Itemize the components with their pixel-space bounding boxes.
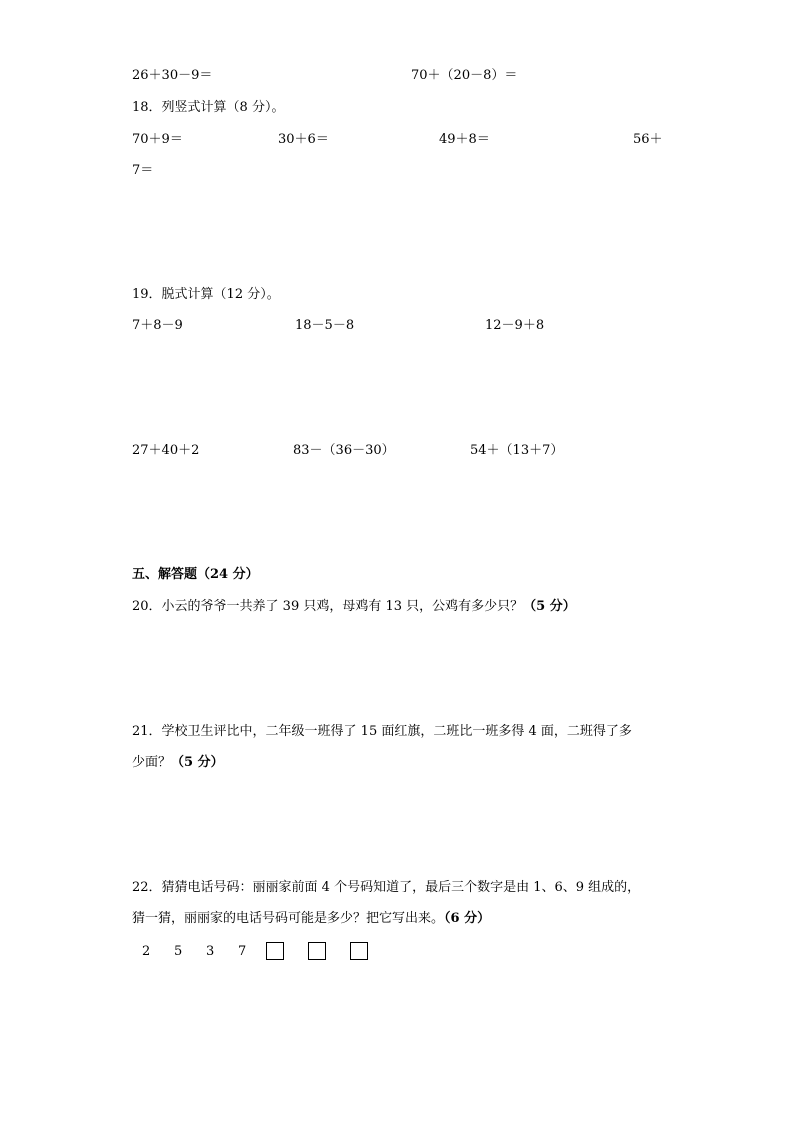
q21-line-2: [132, 755, 224, 771]
q21-question-end: 少面？: [132, 755, 172, 770]
q19-row1-item-3: 12－9＋8: [485, 318, 545, 333]
q18-item-4: 56＋: [633, 132, 663, 147]
q18-item-2: 30＋6＝: [278, 132, 329, 147]
section-heading: 五、解答题（24 分）: [132, 567, 259, 582]
answer-box[interactable]: [266, 942, 284, 960]
q19-row2-item-3: 54＋（13＋7）: [470, 443, 564, 458]
q21-line-1: 21．学校卫生评比中，二年级一班得了 15 面红旗，二班比一班多得 4 面，二班得了多: [132, 724, 632, 739]
phone-digit: 5: [174, 944, 183, 959]
q21-points: （5 分）: [171, 755, 224, 770]
answer-box[interactable]: [350, 942, 368, 960]
phone-digit: 3: [206, 944, 215, 959]
q20-question: 20．小云的爷爷一共养了 39 只鸡，母鸡有 13 只，公鸡有多少只？: [132, 599, 524, 614]
q22-line-1: 22．猜猜电话号码：丽丽家前面 4 个号码知道了，最后三个数字是由 1、6、9 组成的，: [132, 880, 641, 895]
q18-item-1: 70＋9＝: [132, 132, 183, 147]
q18-title: 18．列竖式计算（8 分）。: [132, 100, 285, 115]
answer-box[interactable]: [308, 942, 326, 960]
phone-digit: 7: [238, 944, 247, 959]
calc-expr-70-paren: 70＋（20－8）＝: [411, 68, 518, 83]
q22-line-2: [132, 911, 490, 927]
q19-row2-item-2: 83－（36－30）: [293, 443, 395, 458]
q20-points: （5 分）: [523, 599, 576, 614]
phone-digit: 2: [142, 944, 151, 959]
q22-points: （6 分）: [444, 911, 491, 926]
q19-row1-item-2: 18－5－8: [295, 318, 355, 333]
calc-expr-26-30-9: 26＋30－9＝: [132, 68, 213, 83]
q19-row1-item-1: 7＋8－9: [132, 318, 183, 333]
q20-text: [132, 599, 576, 615]
q18-item-4-wrap: 7＝: [132, 163, 154, 178]
q19-title: 19．脱式计算（12 分）。: [132, 287, 280, 302]
q19-row2-item-1: 27＋40＋2: [132, 443, 200, 458]
q18-item-3: 49＋8＝: [439, 132, 490, 147]
q22-question-end: 猜一猜，丽丽家的电话号码可能是多少？把它写出来。: [132, 911, 445, 926]
